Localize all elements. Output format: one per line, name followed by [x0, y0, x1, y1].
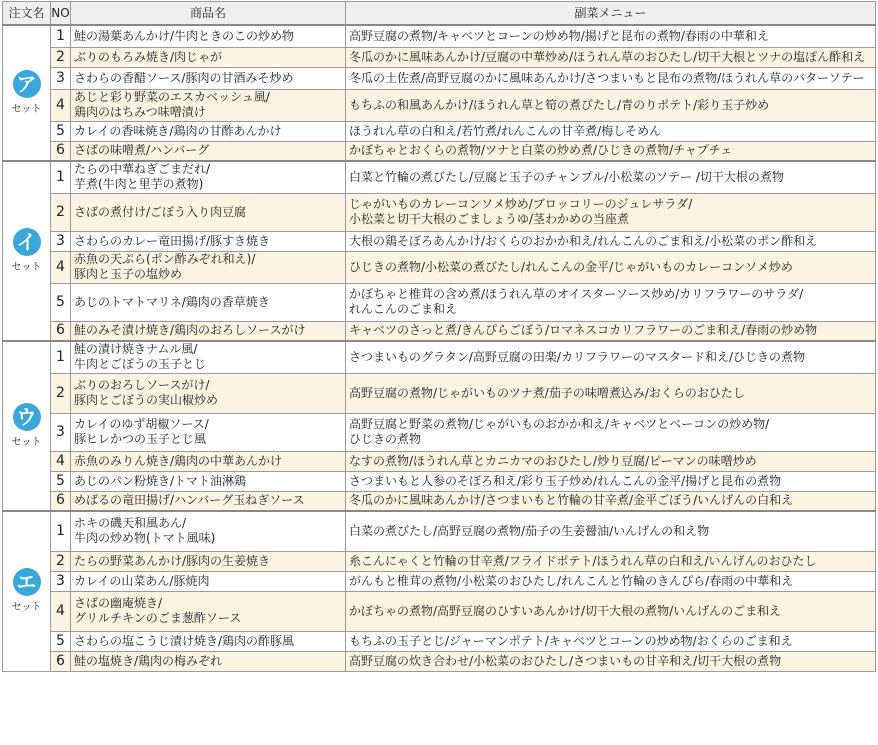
- table-row: [3, 651, 876, 671]
- side-menu: 白菜の煮びたし/高野豆腐の煮物/茄子の生姜醤油/いんげんの和え物: [346, 511, 876, 551]
- product-name: 赤魚の天ぷら(ポン酢みぞれ和え)/ 豚肉と玉子の塩炒め: [71, 251, 346, 283]
- row-number: 5: [51, 631, 71, 651]
- set-letter-badge: エ: [13, 568, 41, 596]
- product-name: たらの野菜あんかけ/豚肉の生姜焼き: [71, 551, 346, 571]
- row-number: 2: [51, 373, 71, 413]
- product-name: あじのパン粉焼き/トマト油淋鶏: [71, 471, 346, 491]
- side-menu: 糸こんにゃくと竹輪の甘辛煮/フライドポテト/ほうれん草の白和え/いんげんのおひたし: [346, 551, 876, 571]
- set-letter-badge: イ: [13, 228, 41, 256]
- row-number: 3: [51, 231, 71, 251]
- side-menu: かぼちゃとおくらの煮物/ツナと白菜の炒め煮/ひじきの煮物/チャプチェ: [346, 141, 876, 161]
- side-menu: さつまいもと人参のそぼろ和え/彩り玉子炒め/れんこんの金平/揚げと昆布の煮物: [346, 471, 876, 491]
- product-name: カレイの山菜あん/豚焼肉: [71, 571, 346, 591]
- row-number: 3: [51, 67, 71, 89]
- row-number: 5: [51, 471, 71, 491]
- set-cell: [3, 25, 51, 161]
- table-row: [3, 471, 876, 491]
- header-order-name: 注文名: [3, 2, 51, 26]
- row-number: 6: [51, 321, 71, 341]
- row-number: 1: [51, 25, 71, 47]
- row-number: 3: [51, 413, 71, 451]
- set-letter-badge: ア: [13, 70, 41, 98]
- menu-table-body: [3, 25, 876, 671]
- table-row: [3, 25, 876, 47]
- table-row: [3, 591, 876, 631]
- set-label: セット: [11, 436, 42, 448]
- side-menu: ほうれん草の白和え/若竹煮/れんこんの甘辛煮/梅しそめん: [346, 121, 876, 141]
- row-number: 5: [51, 121, 71, 141]
- side-menu: 高野豆腐の煮物/じゃがいものツナ煮/茄子の味噌煮込み/おくらのおひたし: [346, 373, 876, 413]
- row-number: 2: [51, 47, 71, 67]
- table-row: [3, 491, 876, 511]
- product-name: 鮭のみそ漬け焼き/鶏肉のおろしソースがけ: [71, 321, 346, 341]
- table-row: [3, 413, 876, 451]
- table-row: [3, 231, 876, 251]
- table-row: [3, 47, 876, 67]
- table-row: [3, 321, 876, 341]
- side-menu: がんもと椎茸の煮物/小松菜のおひたし/れんこんと竹輪のきんぴら/春雨の中華和え: [346, 571, 876, 591]
- side-menu: かぼちゃの煮物/高野豆腐のひすいあんかけ/切干大根の煮物/いんげんのごま和え: [346, 591, 876, 631]
- product-name: ホキの磯天和風あん/ 牛肉の炒め物(トマト風味): [71, 511, 346, 551]
- product-name: さばの煮付け/ごぼう入り肉豆腐: [71, 193, 346, 231]
- row-number: 1: [51, 511, 71, 551]
- table-row: [3, 551, 876, 571]
- product-name: さわらの香醋ソース/豚肉の甘酒みそ炒め: [71, 67, 346, 89]
- row-number: 4: [51, 89, 71, 121]
- product-name: あじのトマトマリネ/鶏肉の香草焼き: [71, 283, 346, 321]
- side-menu: じゃがいものカレーコンソメ炒め/ブロッコリーのジュレサラダ/ 小松菜と切干大根のごましょうゆ/茎わかめの当座煮: [346, 193, 876, 231]
- side-menu: 高野豆腐の炊き合わせ/小松菜のおひたし/さつまいもの甘辛和え/切干大根の煮物: [346, 651, 876, 671]
- table-row: [3, 451, 876, 471]
- product-name: さばの味噌煮/ハンバーグ: [71, 141, 346, 161]
- side-menu: 冬瓜のかに風味あんかけ/豆腐の中華炒め/ほうれん草のおひたし/切干大根とツナの塩ぽん酢和え: [346, 47, 876, 67]
- row-number: 6: [51, 651, 71, 671]
- side-menu: かぼちゃと椎茸の含め煮/ほうれん草のオイスターソース炒め/カリフラワーのサラダ/ れんこんのごま和え: [346, 283, 876, 321]
- side-menu: さつまいものグラタン/高野豆腐の田楽/カリフラワーのマスタード和え/ひじきの煮物: [346, 341, 876, 373]
- table-row: [3, 121, 876, 141]
- set-label: セット: [11, 261, 42, 273]
- product-name: 鮭の塩焼き/鶏肉の梅みぞれ: [71, 651, 346, 671]
- row-number: 2: [51, 551, 71, 571]
- product-name: 赤魚のみりん焼き/鶏肉の中華あんかけ: [71, 451, 346, 471]
- side-menu: 高野豆腐と野菜の煮物/じゃがいものおかか和え/キャベツとベーコンの炒め物/ ひじきの煮物: [346, 413, 876, 451]
- set-letter-badge: ウ: [13, 403, 41, 431]
- product-name: 鮭の湯葉あんかけ/牛肉ときのこの炒め物: [71, 25, 346, 47]
- side-menu: ひじきの煮物/小松菜の煮びたし/れんこんの金平/じゃがいものカレーコンソメ炒め: [346, 251, 876, 283]
- product-name: ぶりのもろみ焼き/肉じゃが: [71, 47, 346, 67]
- row-number: 4: [51, 251, 71, 283]
- set-label: セット: [11, 103, 42, 115]
- set-cell: [3, 341, 51, 511]
- row-number: 4: [51, 591, 71, 631]
- set-cell: [3, 511, 51, 671]
- product-name: あじと彩り野菜のエスカベッシュ風/ 鶏肉のはちみつ味噌漬け: [71, 89, 346, 121]
- table-row: [3, 631, 876, 651]
- row-number: 1: [51, 341, 71, 373]
- product-name: さわらの塩こうじ漬け焼き/鶏肉の酢豚風: [71, 631, 346, 651]
- side-menu: なすの煮物/ほうれん草とカニカマのおひたし/炒り豆腐/ピーマンの味噌炒め: [346, 451, 876, 471]
- side-menu: キャベツのさっと煮/きんぴらごぼう/ロマネスコカリフラワーのごま和え/春雨の炒め物: [346, 321, 876, 341]
- product-name: カレイのゆず胡椒ソース/ 豚ヒレかつの玉子とじ風: [71, 413, 346, 451]
- set-label: セット: [11, 601, 42, 613]
- product-name: カレイの香味焼き/鶏肉の甘酢あんかけ: [71, 121, 346, 141]
- product-name: さばの幽庵焼き/ グリルチキンのごま葱酢ソース: [71, 591, 346, 631]
- side-menu: 大根の鶏そぼろあんかけ/おくらのおかか和え/れんこんのごま和え/小松菜のポン酢和え: [346, 231, 876, 251]
- side-menu: もちふの玉子とじ/ジャーマンポテト/キャベツとコーンの炒め物/おくらのごま和え: [346, 631, 876, 651]
- header-side-menu: 副菜メニュー: [346, 2, 876, 26]
- product-name: 鮭の漬け焼きナムル風/ 牛肉とごぼうの玉子とじ: [71, 341, 346, 373]
- product-name: ぶりのおろしソースがけ/ 豚肉とごぼうの実山椒炒め: [71, 373, 346, 413]
- side-menu: 白菜と竹輪の煮びたし/豆腐と玉子のチャンプル/小松菜のソテー /切干大根の煮物: [346, 161, 876, 193]
- table-row: [3, 511, 876, 551]
- table-row: [3, 341, 876, 373]
- row-number: 6: [51, 141, 71, 161]
- side-menu: 高野豆腐の煮物/キャベツとコーンの炒め物/揚げと昆布の煮物/春雨の中華和え: [346, 25, 876, 47]
- table-row: [3, 251, 876, 283]
- set-cell: [3, 161, 51, 341]
- header-product-name: 商品名: [71, 2, 346, 26]
- table-row: [3, 571, 876, 591]
- side-menu: 冬瓜の土佐煮/高野豆腐のかに風味あんかけ/さつまいもと昆布の煮物/ほうれん草のバターソテー: [346, 67, 876, 89]
- table-row: [3, 67, 876, 89]
- table-row: [3, 161, 876, 193]
- table-row: [3, 89, 876, 121]
- row-number: 6: [51, 491, 71, 511]
- table-row: [3, 283, 876, 321]
- product-name: たらの中華ねぎごまだれ/ 芋煮(牛肉と里芋の煮物): [71, 161, 346, 193]
- table-row: [3, 193, 876, 231]
- row-number: 3: [51, 571, 71, 591]
- header-row: [3, 2, 876, 26]
- row-number: 1: [51, 161, 71, 193]
- row-number: 2: [51, 193, 71, 231]
- table-row: [3, 141, 876, 161]
- row-number: 4: [51, 451, 71, 471]
- side-menu: 冬瓜のかに風味あんかけ/さつまいもと竹輪の甘辛煮/金平ごぼう/いんげんの白和え: [346, 491, 876, 511]
- table-row: [3, 373, 876, 413]
- product-name: めばるの竜田揚げ/ハンバーグ玉ねぎソース: [71, 491, 346, 511]
- menu-table: [2, 1, 876, 672]
- row-number: 5: [51, 283, 71, 321]
- side-menu: もちふの和風あんかけ/ほうれん草と筍の煮びたし/青のりポテト/彩り玉子炒め: [346, 89, 876, 121]
- product-name: さわらのカレー竜田揚げ/豚すき焼き: [71, 231, 346, 251]
- header-no: NO: [51, 2, 71, 26]
